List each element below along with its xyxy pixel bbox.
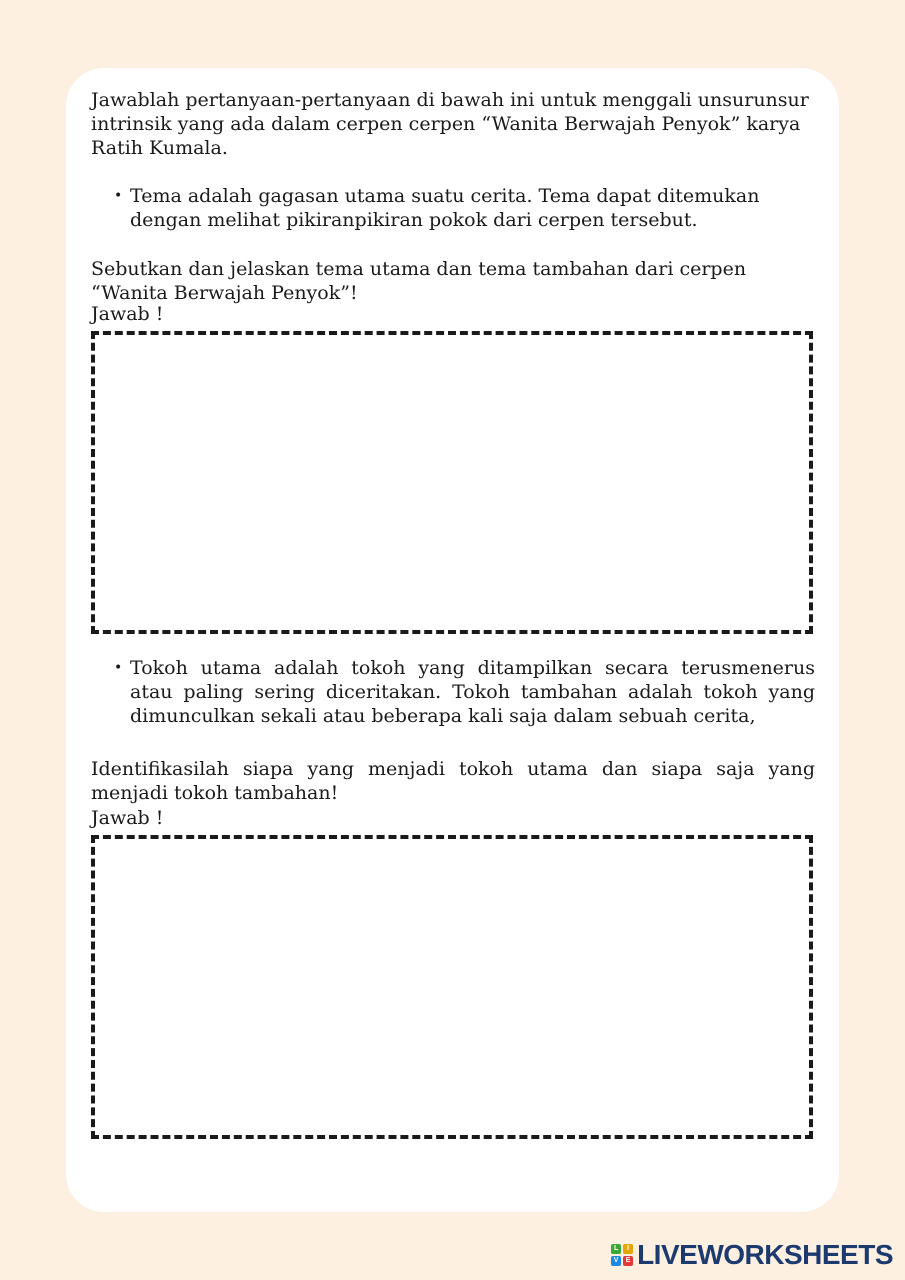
answer-box-2[interactable]	[91, 835, 813, 1139]
answer-label-2: Jawab !	[91, 807, 164, 829]
question-2: Identifikasilah siapa yang menjadi tokoh utama dan siapa saja yang menjadi tokoh tambahan!	[91, 758, 815, 804]
liveworksheets-logo[interactable]	[611, 1240, 893, 1270]
bullet-dot-icon: •	[114, 660, 123, 676]
bullet-tokoh	[114, 656, 815, 728]
liveworksheets-logo-icon: L I V E	[611, 1244, 633, 1266]
worksheet-card	[66, 68, 839, 1212]
answer-box-1[interactable]	[91, 331, 813, 634]
bullet-tokoh-text: Tokoh utama adalah tokoh yang ditampilkan secara terusmenerus atau paling sering diceritakan. Tokoh tambahan adalah tokoh yang dimunculkan sekali atau beberapa kali saja dalam sebuah cerita,	[130, 657, 815, 727]
bullet-tema	[114, 184, 815, 232]
answer-label-1: Jawab !	[91, 303, 164, 325]
bullet-dot-icon: •	[114, 188, 123, 204]
intro-text: Jawablah pertanyaan-pertanyaan di bawah ini untuk menggali unsurunsur intrinsik yang ada dalam cerpen cerpen “Wanita Berwajah Penyok” karya Ratih Kumala.	[91, 89, 809, 159]
bullet-tema-text: Tema adalah gagasan utama suatu cerita. Tema dapat ditemukan dengan melihat pikiranpikiran pokok dari cerpen tersebut.	[130, 185, 760, 231]
liveworksheets-logo-text: LIVEWORKSHEETS	[637, 1239, 893, 1270]
question-1: Sebutkan dan jelaskan tema utama dan tema tambahan dari cerpen “Wanita Berwajah Penyok”!	[91, 258, 747, 304]
